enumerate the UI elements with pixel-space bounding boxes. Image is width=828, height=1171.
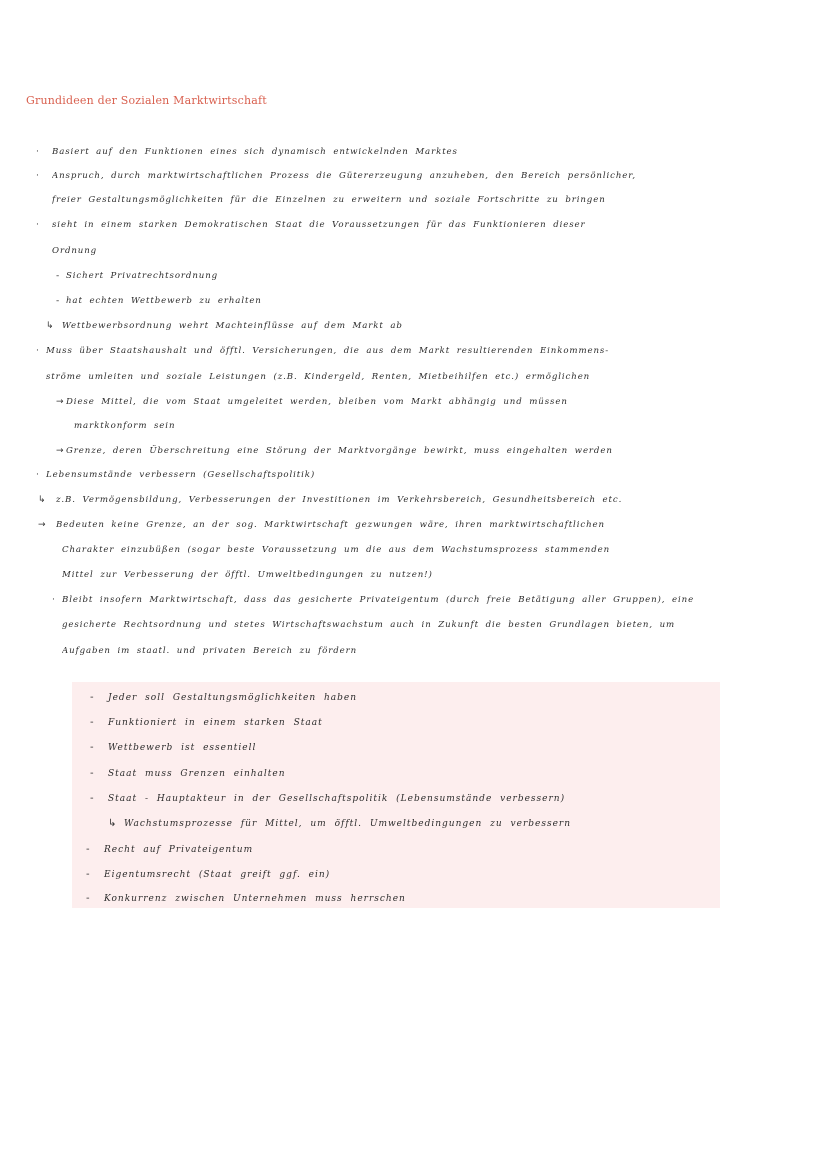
summary-line: Wachstumsprozesse für Mittel, um öfftl. Umweltbedingungen zu verbessern	[124, 819, 571, 829]
summary-line: Recht auf Privateigentum	[104, 845, 254, 855]
bullet-marker: ·	[36, 220, 39, 230]
dash-marker: -	[90, 742, 94, 753]
arrow-marker: →	[38, 520, 46, 530]
summary-line: Eigentumsrecht (Staat greift ggf. ein)	[104, 870, 331, 880]
note-line: Sichert Privatrechtsordnung	[66, 271, 219, 281]
summary-line: Konkurrenz zwischen Unternehmen muss herrschen	[104, 894, 406, 904]
note-line: z.B. Vermögensbildung, Verbesserungen der Investitionen im Verkehrsbereich, Gesundheitsbereich etc.	[56, 495, 623, 505]
arrow-marker: →	[56, 397, 64, 407]
summary-box	[72, 682, 720, 908]
dash-marker: -	[86, 869, 90, 880]
dash-marker: -	[90, 768, 94, 779]
dash-marker: -	[90, 692, 94, 703]
dash-marker: -	[90, 717, 94, 728]
arrow-marker: ↳	[46, 321, 54, 331]
dash-marker: -	[86, 893, 90, 904]
note-line: marktkonform sein	[74, 421, 176, 431]
note-line: Ordnung	[52, 246, 98, 256]
bullet-marker: ·	[36, 171, 39, 181]
arrow-marker: ↳	[108, 818, 117, 829]
note-line: Muss über Staatshaushalt und öfftl. Versicherungen, die aus dem Markt resultierenden Einkommens-	[46, 346, 610, 356]
note-line: Lebensumstände verbessern (Gesellschaftspolitik)	[46, 470, 316, 480]
note-line: Aufgaben im staatl. und privaten Bereich zu fördern	[62, 646, 358, 656]
summary-line: Staat - Hauptakteur in der Gesellschaftspolitik (Lebensumstände verbessern)	[108, 794, 566, 804]
note-line: Charakter einzubüßen (sogar beste Voraussetzung um die aus dem Wachstumsprozess stammenden	[62, 545, 611, 555]
note-line: hat echten Wettbewerb zu erhalten	[66, 296, 262, 306]
note-line: Diese Mittel, die vom Staat umgeleitet werden, bleiben vom Markt abhängig und müssen	[66, 397, 568, 407]
dash-marker: -	[56, 296, 60, 306]
bullet-marker: ·	[36, 346, 39, 356]
dash-marker: -	[56, 271, 60, 281]
summary-line: Jeder soll Gestaltungsmöglichkeiten haben	[108, 693, 358, 703]
bullet-marker: ·	[52, 595, 55, 605]
note-line: ströme umleiten und soziale Leistungen (z.B. Kindergeld, Renten, Mietbeihilfen etc.) ermöglichen	[46, 372, 591, 382]
note-line: Basiert auf den Funktionen eines sich dynamisch entwickelnden Marktes	[52, 147, 458, 157]
note-line: freier Gestaltungsmöglichkeiten für die Einzelnen zu erweitern und soziale Fortschritte zu bringen	[52, 195, 606, 205]
arrow-marker: ↳	[38, 495, 46, 505]
note-line: Bedeuten keine Grenze, an der sog. Marktwirtschaft gezwungen wäre, ihren marktwirtschaftlichen	[56, 520, 605, 530]
note-line: gesicherte Rechtsordnung und stetes Wirtschaftswachstum auch in Zukunft die besten Grundlagen bieten, um	[62, 620, 676, 630]
bullet-marker: ·	[36, 470, 39, 480]
note-line: sieht in einem starken Demokratischen Staat die Voraussetzungen für das Funktionieren dieser	[52, 220, 586, 230]
note-line: Wettbewerbsordnung wehrt Machteinflüsse auf dem Markt ab	[62, 321, 403, 331]
note-line: Anspruch, durch marktwirtschaftlichen Prozess die Gütererzeugung anzuheben, den Bereich persönlicher,	[52, 171, 636, 181]
page-title: Grundideen der Sozialen Marktwirtschaft	[26, 94, 267, 107]
summary-line: Funktioniert in einem starken Staat	[108, 718, 323, 728]
summary-line: Wettbewerb ist essentiell	[108, 743, 257, 753]
summary-line: Staat muss Grenzen einhalten	[108, 769, 286, 779]
note-line: Mittel zur Verbesserung der öfftl. Umweltbedingungen zu nutzen!)	[62, 570, 433, 580]
dash-marker: -	[90, 793, 94, 804]
note-line: Bleibt insofern Marktwirtschaft, dass das gesicherte Privateigentum (durch freie Betätigung aller Gruppen), eine	[62, 595, 695, 605]
note-line: Grenze, deren Überschreitung eine Störung der Marktvorgänge bewirkt, muss eingehalten werden	[66, 446, 613, 456]
dash-marker: -	[86, 844, 90, 855]
bullet-marker: ·	[36, 147, 39, 157]
arrow-marker: →	[56, 446, 64, 456]
